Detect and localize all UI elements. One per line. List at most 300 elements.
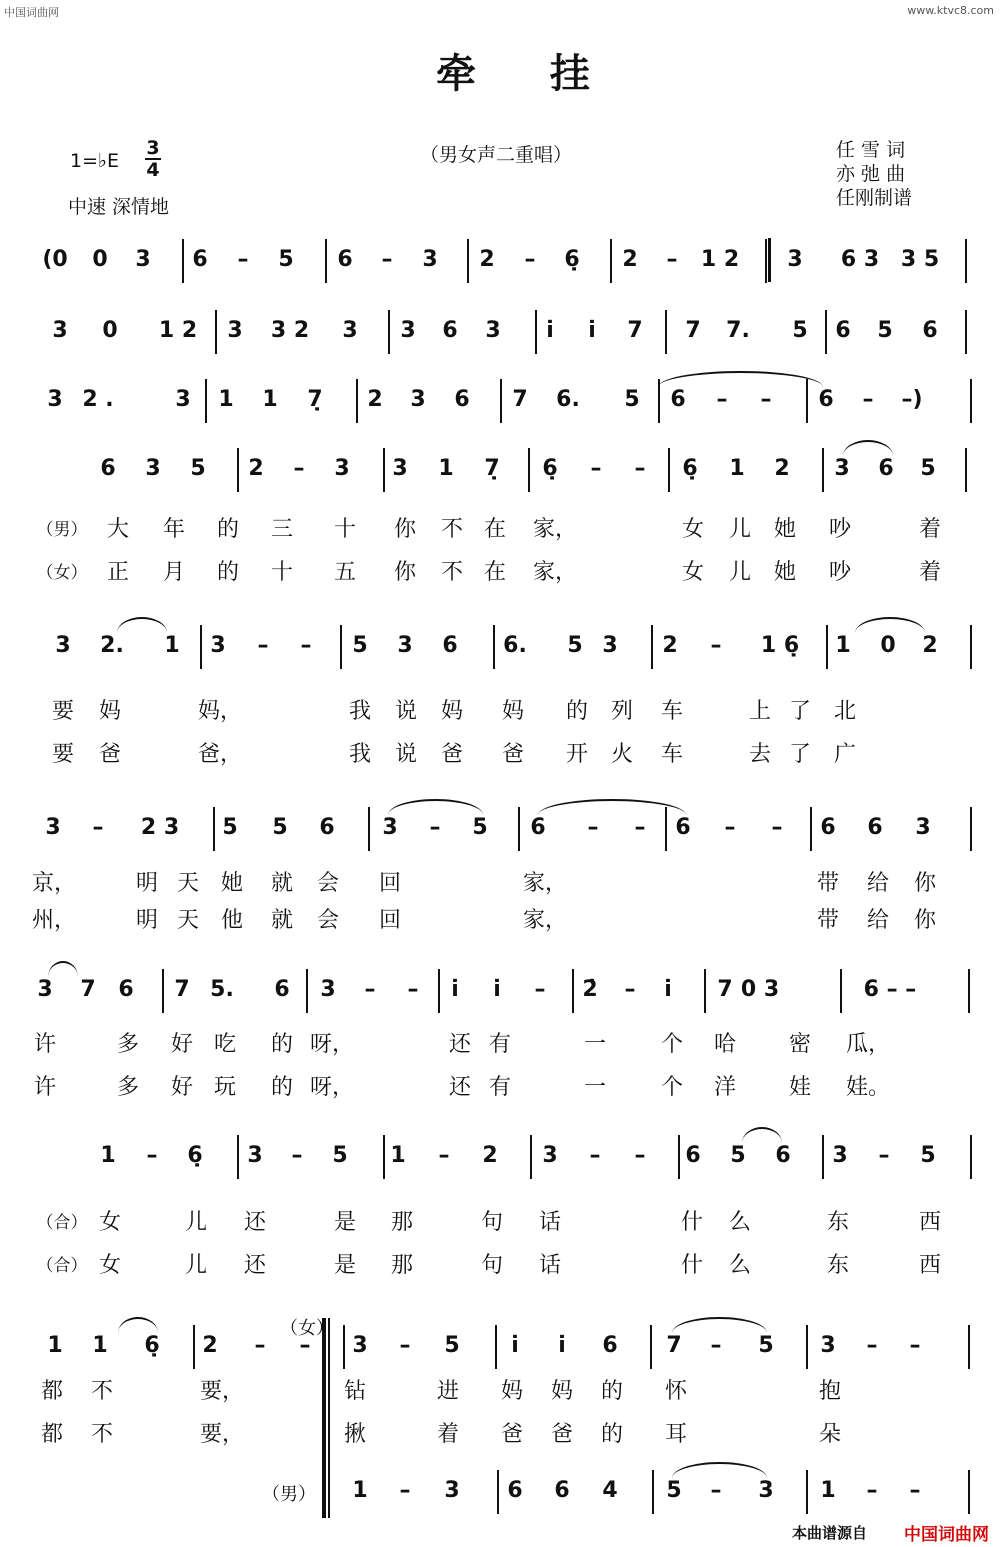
lyric-syllable: 广 [833, 742, 857, 767]
barline [528, 448, 530, 492]
score-system [0, 815, 1000, 875]
lyric-syllable: 我 [348, 742, 372, 767]
lyric-syllable: 那 [390, 1210, 414, 1235]
credit-lyricist: 任 雪 词 [836, 139, 906, 161]
barline [970, 1135, 972, 1179]
note: 2 [367, 387, 383, 412]
lyric-syllable: 爸 [98, 742, 122, 767]
slur [118, 1317, 158, 1333]
note: 1 2 [700, 247, 740, 272]
lyric-syllable: 吃 [213, 1032, 237, 1057]
note: 1 [390, 1143, 406, 1168]
note: – [878, 1143, 890, 1168]
barline [213, 807, 215, 851]
credits [836, 138, 912, 210]
lyric-syllable: 有 [488, 1075, 512, 1100]
note: 1 [820, 1478, 836, 1503]
note: 1 [352, 1478, 368, 1503]
lyric-syllable: 的 [216, 560, 240, 585]
lyric-syllable: 进 [436, 1379, 460, 1404]
lyric-syllable: 一 [583, 1032, 607, 1057]
lyric-syllable: 妈 [98, 699, 122, 724]
note: 6 [922, 318, 938, 343]
lyric-syllable: 月 [162, 560, 186, 585]
note: – [909, 1478, 921, 1503]
lyric-syllable: 开 [565, 742, 589, 767]
barline [467, 239, 469, 283]
note: 6̣ [187, 1143, 203, 1168]
lyric-syllable: 哈 [713, 1032, 737, 1057]
note: – [524, 247, 536, 272]
note: – [237, 247, 249, 272]
note: 5 [730, 1143, 746, 1168]
note: – [634, 815, 646, 840]
part-bracket [322, 1318, 326, 1518]
note: 2 . [82, 387, 114, 412]
note: 1 [438, 456, 454, 481]
lyric-syllable: 妈 [550, 1379, 574, 1404]
lyric-syllable: 给 [866, 908, 890, 933]
note: 5 [920, 1143, 936, 1168]
lyric-syllable: 娃 [788, 1075, 812, 1100]
lyric-syllable: 带 [816, 871, 840, 896]
lyric-syllable: 妈 [501, 699, 525, 724]
note: 3 [47, 387, 63, 412]
lyric-syllable: 句 [480, 1210, 504, 1235]
score-system [0, 387, 1000, 447]
lyric-syllable: 妈 [440, 699, 464, 724]
note: 3 [400, 318, 416, 343]
note: – [866, 1478, 878, 1503]
note: 3 [602, 633, 618, 658]
barline [806, 1325, 808, 1369]
note: – [399, 1333, 411, 1358]
note: 1 [92, 1333, 108, 1358]
lyric-syllable: 火 [610, 742, 634, 767]
note: 7 [685, 318, 701, 343]
note: – [438, 1143, 450, 1168]
note: – [634, 456, 646, 481]
note: 3 [915, 815, 931, 840]
lyric-syllable: 去 [748, 742, 772, 767]
note: 3 [342, 318, 358, 343]
note: 3 [227, 318, 243, 343]
credit-composer: 亦 弛 曲 [836, 163, 906, 185]
lyric-syllable: 多 [116, 1075, 140, 1100]
lyric-syllable: 什 [680, 1253, 704, 1278]
barline [572, 969, 574, 1013]
note: 7 [174, 977, 190, 1002]
score-system [0, 247, 1000, 307]
barline [237, 1135, 239, 1179]
watermark-right: www.ktvc8.com [907, 4, 994, 17]
note: – [862, 387, 874, 412]
note: 3 [352, 1333, 368, 1358]
lyric-syllable: 许 [33, 1032, 57, 1057]
lyric-syllable: 你 [393, 560, 417, 585]
lyric-syllable: （合） [36, 1256, 88, 1276]
barline [356, 379, 358, 423]
lyric-syllable: 揪 [343, 1422, 367, 1447]
note: – [534, 977, 546, 1002]
note: 6 3 [840, 247, 880, 272]
lyric-syllable: 不 [90, 1379, 114, 1404]
note: i̇ [493, 977, 501, 1002]
note: 5 [190, 456, 206, 481]
note: 6 [100, 456, 116, 481]
lyric-syllable: 车 [660, 699, 684, 724]
note: – [771, 815, 783, 840]
lyric-syllable: 瓜， [845, 1032, 891, 1057]
note: – [590, 456, 602, 481]
note: – [399, 1478, 411, 1503]
lyric-syllable: 大 [106, 517, 130, 542]
barline [495, 1325, 497, 1369]
lyric-syllable: 东 [826, 1210, 850, 1235]
barline [970, 807, 972, 851]
lyric-syllable: 娃。 [845, 1075, 891, 1100]
lyric-syllable: 我 [348, 699, 372, 724]
lyric-syllable: 爸 [501, 742, 525, 767]
note: 6 [670, 387, 686, 412]
lyric-syllable: 还 [243, 1253, 267, 1278]
lyric-syllable: 的 [270, 1032, 294, 1057]
voice-label-female: （女） [280, 1318, 334, 1339]
lyric-syllable: 洋 [713, 1075, 737, 1100]
lyric-syllable: 一 [583, 1075, 607, 1100]
lyric-syllable: 州， [31, 908, 77, 933]
lyric-syllable: 车 [660, 742, 684, 767]
note: 2 [248, 456, 264, 481]
barline [518, 807, 520, 851]
barline [215, 310, 217, 354]
lyric-syllable: 密 [788, 1032, 812, 1057]
note: 3 [397, 633, 413, 658]
barline [535, 310, 537, 354]
lyric-syllable: 不 [90, 1422, 114, 1447]
barline [970, 379, 972, 423]
note: 6 [775, 1143, 791, 1168]
lyric-syllable: 天 [176, 871, 200, 896]
note: 5. [210, 977, 234, 1002]
note: 2 [774, 456, 790, 481]
note: 2 [922, 633, 938, 658]
barline [968, 1325, 970, 1369]
note: 1 6̣ [760, 633, 800, 658]
note: 5 [920, 456, 936, 481]
note: 2 [662, 633, 678, 658]
score-system [0, 633, 1000, 693]
barline [182, 239, 184, 283]
note: 6. [503, 633, 527, 658]
note: – [710, 633, 722, 658]
note: i̇ [451, 977, 459, 1002]
lyric-syllable: 都 [40, 1422, 64, 1447]
lyric-syllable: （男） [36, 520, 88, 540]
note: 3 [820, 1333, 836, 1358]
note: 3 5 [900, 247, 940, 272]
note: (0 [42, 247, 68, 272]
part-bracket-inner [328, 1318, 330, 1518]
barline [806, 1470, 808, 1514]
barline [678, 1135, 680, 1179]
lyric-syllable: 西 [918, 1210, 942, 1235]
lyric-syllable: 的 [600, 1379, 624, 1404]
note: – [407, 977, 419, 1002]
note: – [587, 815, 599, 840]
lyric-syllable: 不 [440, 517, 464, 542]
barline [704, 969, 706, 1013]
lyric-syllable: 五 [333, 560, 357, 585]
barline [652, 1470, 654, 1514]
slur [855, 617, 925, 633]
barline [383, 448, 385, 492]
lyric-syllable: 十 [270, 560, 294, 585]
note: 6 [820, 815, 836, 840]
lyric-syllable: 呀， [309, 1032, 355, 1057]
note: 1 2 [158, 318, 198, 343]
meter-top: 3 [146, 137, 160, 159]
lyric-syllable: 怀 [664, 1379, 688, 1404]
lyric-syllable: 许 [33, 1075, 57, 1100]
lyric-syllable: 就 [270, 871, 294, 896]
note: 3 [382, 815, 398, 840]
barline [651, 625, 653, 669]
note: 3 [175, 387, 191, 412]
lyric-syllable: 是 [333, 1210, 357, 1235]
lyric-syllable: 回 [378, 908, 402, 933]
note: 3 [410, 387, 426, 412]
lyric-syllable: 明 [135, 871, 159, 896]
lyric-syllable: 妈 [500, 1379, 524, 1404]
note: – [866, 1333, 878, 1358]
lyric-syllable: 那 [390, 1253, 414, 1278]
note: 5 [222, 815, 238, 840]
note: 5 [332, 1143, 348, 1168]
note: 5 [444, 1333, 460, 1358]
barline [668, 448, 670, 492]
lyric-syllable: 三 [270, 517, 294, 542]
score-system [0, 456, 1000, 516]
lyric-syllable: 朵 [818, 1422, 842, 1447]
note: – [300, 633, 312, 658]
lyric-syllable: 吵 [828, 560, 852, 585]
lyric-syllable: 要， [199, 1422, 245, 1447]
note: 6 [878, 456, 894, 481]
note: 6 [685, 1143, 701, 1168]
barline [388, 310, 390, 354]
note: –) [901, 387, 923, 412]
score-system [0, 318, 1000, 378]
lyric-syllable: 给 [866, 871, 890, 896]
lyric-syllable: 在 [483, 517, 507, 542]
barline [825, 310, 827, 354]
song-title: 牵 挂 [436, 50, 620, 97]
lyric-syllable: 就 [270, 908, 294, 933]
lyric-syllable: 吵 [828, 517, 852, 542]
lyric-syllable: 话 [538, 1253, 562, 1278]
lyric-syllable: 女 [98, 1210, 122, 1235]
meter-bottom: 4 [146, 159, 160, 181]
footer-label: 本曲谱源自 [792, 1524, 868, 1542]
note: 6 [530, 815, 546, 840]
lyric-syllable: 会 [316, 871, 340, 896]
note: 5 [624, 387, 640, 412]
footer-brand: 中国词曲网 [904, 1525, 989, 1545]
note: 4 [602, 1478, 618, 1503]
note: 7 [80, 977, 96, 1002]
note: 3 [392, 456, 408, 481]
lyric-syllable: 家， [532, 560, 578, 585]
barline [965, 448, 967, 492]
lyric-syllable: 要， [199, 1379, 245, 1404]
lyric-syllable: 家， [522, 908, 568, 933]
note: i̇ [546, 318, 554, 343]
lyric-syllable: 十 [333, 517, 357, 542]
note: 7 [512, 387, 528, 412]
lyric-syllable: 句 [480, 1253, 504, 1278]
barline [968, 1470, 970, 1514]
lyric-syllable: 你 [393, 517, 417, 542]
note: – [760, 387, 772, 412]
note: 7. [726, 318, 750, 343]
lyric-syllable: 是 [333, 1253, 357, 1278]
barline [237, 448, 239, 492]
lyric-syllable: 儿 [728, 517, 752, 542]
subtitle: （男女声二重唱） [420, 144, 573, 166]
note: 6. [556, 387, 580, 412]
note: 3 [320, 977, 336, 1002]
slur [388, 799, 483, 815]
note: 3 [422, 247, 438, 272]
note: 1 [100, 1143, 116, 1168]
note: – [146, 1143, 158, 1168]
lyric-syllable: 还 [448, 1075, 472, 1100]
note: 5 [472, 815, 488, 840]
lyric-syllable: 你 [913, 871, 937, 896]
lyric-syllable: 要 [51, 699, 75, 724]
lyric-syllable: 在 [483, 560, 507, 585]
lyric-syllable: 回 [378, 871, 402, 896]
note: 2 [202, 1333, 218, 1358]
note: 6 [554, 1478, 570, 1503]
note: 2 [482, 1143, 498, 1168]
note: – [724, 815, 736, 840]
note: – [254, 1333, 266, 1358]
lyric-syllable: 玩 [213, 1075, 237, 1100]
note: 6̣ [682, 456, 698, 481]
barline [325, 239, 327, 283]
lyric-syllable: 么 [728, 1253, 752, 1278]
note: 3 [45, 815, 61, 840]
lyric-syllable: 他 [220, 908, 244, 933]
note: 6 [442, 633, 458, 658]
note: 3 [55, 633, 71, 658]
barline [765, 239, 767, 283]
note: – [909, 1333, 921, 1358]
lyric-syllable: 西 [918, 1253, 942, 1278]
note: – [257, 633, 269, 658]
note: – [589, 1143, 601, 1168]
note: i̇ [664, 977, 672, 1002]
note: 2 [622, 247, 638, 272]
barline [826, 625, 828, 669]
lyric-syllable: 她 [773, 517, 797, 542]
note: 5 [278, 247, 294, 272]
note: 6 [454, 387, 470, 412]
note: – [710, 1478, 722, 1503]
lyric-syllable: 个 [660, 1032, 684, 1057]
note: 0 [92, 247, 108, 272]
barline [368, 807, 370, 851]
lyric-syllable: 不 [440, 560, 464, 585]
note: 3 [247, 1143, 263, 1168]
barline [968, 969, 970, 1013]
note: 6 – – [863, 977, 917, 1002]
note: 7̣ [307, 387, 323, 412]
repeat-sign [768, 238, 771, 282]
lyric-syllable: 什 [680, 1210, 704, 1235]
slur [48, 961, 78, 977]
note: 6 [442, 318, 458, 343]
lyric-syllable: 东 [826, 1253, 850, 1278]
note: 6 [602, 1333, 618, 1358]
lyric-syllable: 爸 [500, 1422, 524, 1447]
lyric-syllable: 儿 [728, 560, 752, 585]
barline [162, 969, 164, 1013]
note: 3 2 [270, 318, 310, 343]
lyric-syllable: 家， [522, 871, 568, 896]
slur [672, 1462, 767, 1478]
note: 7 [717, 977, 733, 1002]
lyric-syllable: 好 [170, 1032, 194, 1057]
note: 1 [262, 387, 278, 412]
note: 3 [145, 456, 161, 481]
lyric-syllable: 有 [488, 1032, 512, 1057]
lyric-syllable: 要 [51, 742, 75, 767]
score-system [0, 977, 1000, 1037]
note: – [299, 1333, 311, 1358]
note: 5 [272, 815, 288, 840]
key-signature: 1=♭E [70, 150, 119, 172]
note: 0 3 [740, 977, 780, 1002]
barline [822, 1135, 824, 1179]
slur [672, 1317, 767, 1333]
lyric-syllable: 爸 [440, 742, 464, 767]
lyric-syllable: 钻 [343, 1379, 367, 1404]
note: 3 [485, 318, 501, 343]
note: – [624, 977, 636, 1002]
lyric-syllable: 话 [538, 1210, 562, 1235]
barline [530, 1135, 532, 1179]
lyric-syllable: 爸 [550, 1422, 574, 1447]
note: – [291, 1143, 303, 1168]
note: 6̣ [542, 456, 558, 481]
note: 1 [218, 387, 234, 412]
note: 2 [479, 247, 495, 272]
lyric-syllable: 女 [681, 517, 705, 542]
lyric-syllable: 女 [98, 1253, 122, 1278]
note: 6 [192, 247, 208, 272]
lyric-syllable: 呀， [309, 1075, 355, 1100]
lyric-syllable: 了 [788, 699, 812, 724]
note: 6̣ [144, 1333, 160, 1358]
lyric-syllable: 说 [394, 742, 418, 767]
lyric-syllable: 明 [135, 908, 159, 933]
note: – [710, 1333, 722, 1358]
note: – [716, 387, 728, 412]
lyric-syllable: 好 [170, 1075, 194, 1100]
